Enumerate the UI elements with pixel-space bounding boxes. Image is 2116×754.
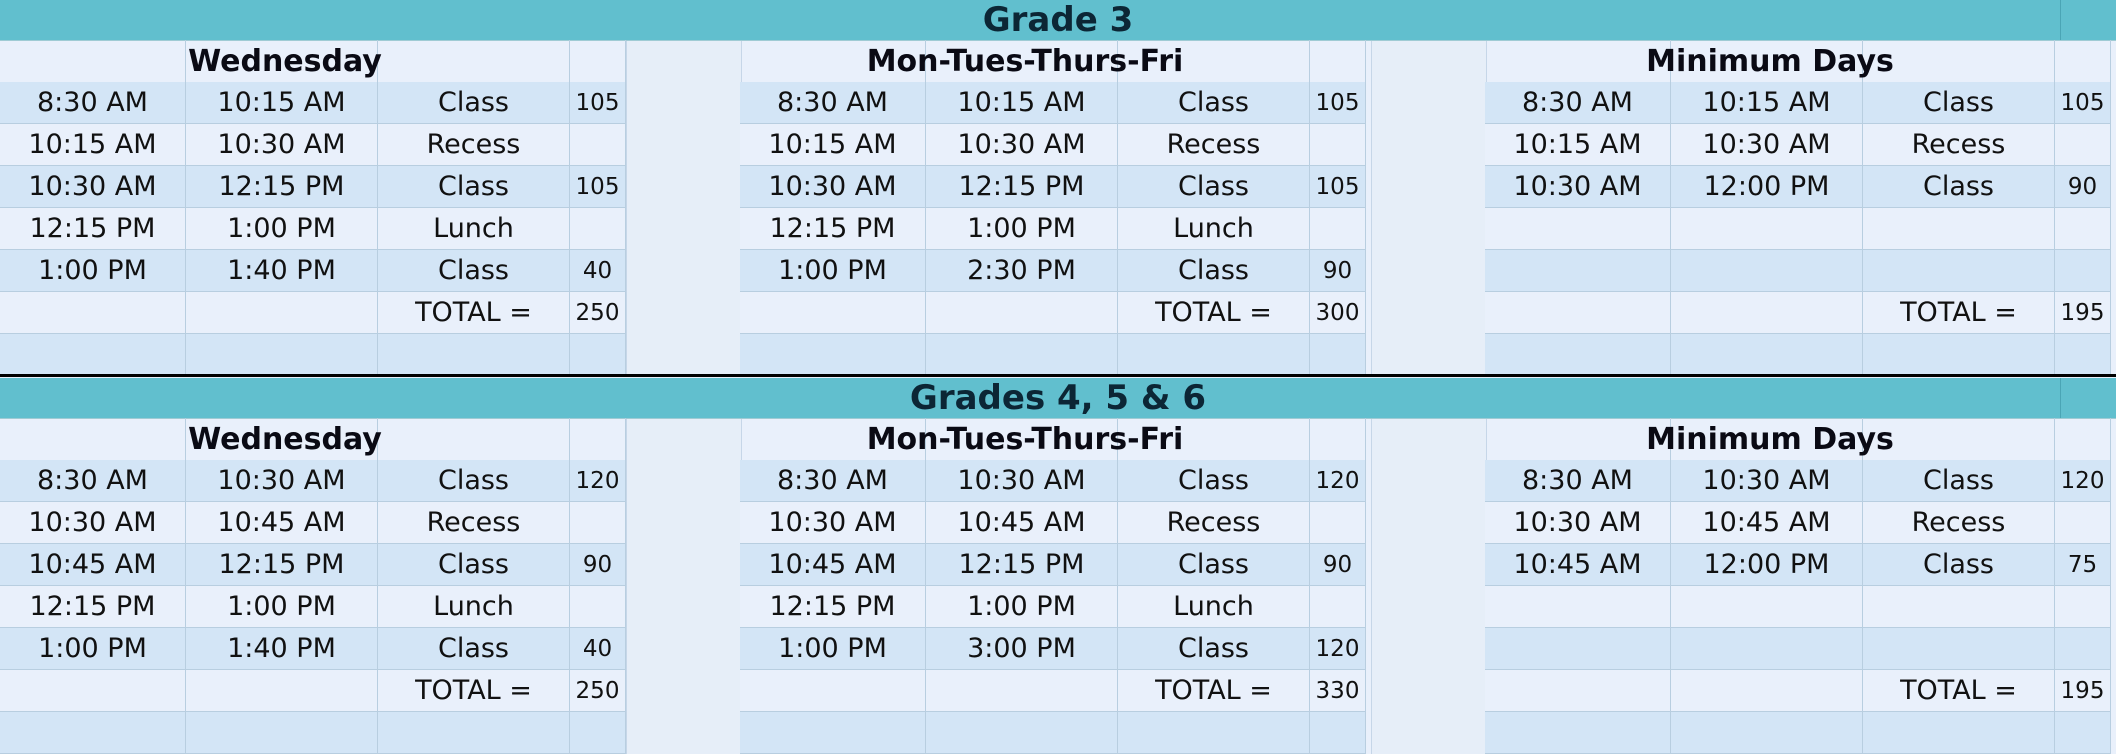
start-time-cell: 10:30 AM <box>740 166 926 208</box>
minutes-cell <box>1310 586 1366 628</box>
activity-cell <box>1863 250 2055 292</box>
band-divider <box>2060 0 2061 40</box>
grade-title-band <box>0 0 2116 41</box>
end-time-cell: 12:15 PM <box>186 544 378 586</box>
start-time-cell: 1:00 PM <box>0 628 186 670</box>
start-time-cell <box>1485 292 1671 334</box>
activity-cell <box>1863 208 2055 250</box>
grade-title: Grade 3 <box>982 0 1134 40</box>
activity-cell: Class <box>1118 460 1310 502</box>
start-time-cell: 10:45 AM <box>740 544 926 586</box>
schedule-section <box>0 378 2116 754</box>
end-time-cell: 12:00 PM <box>1671 544 1863 586</box>
start-time-cell: 10:30 AM <box>0 166 186 208</box>
minutes-cell: 105 <box>1310 82 1366 124</box>
activity-cell: Recess <box>1863 124 2055 166</box>
end-time-cell <box>1671 712 1863 754</box>
start-time-cell <box>1485 670 1671 712</box>
end-time-cell: 10:15 AM <box>186 82 378 124</box>
start-time-cell <box>1485 334 1671 376</box>
end-time-cell <box>186 712 378 754</box>
end-time-cell <box>1671 628 1863 670</box>
minutes-cell: 120 <box>570 460 626 502</box>
end-time-cell: 10:30 AM <box>1671 124 1863 166</box>
activity-cell <box>1863 712 2055 754</box>
end-time-cell <box>926 712 1118 754</box>
activity-cell: Class <box>378 250 570 292</box>
activity-cell: Class <box>378 82 570 124</box>
activity-cell: TOTAL = <box>1118 292 1310 334</box>
minutes-cell: 300 <box>1310 292 1366 334</box>
activity-cell: Recess <box>1863 502 2055 544</box>
minutes-cell <box>2055 208 2111 250</box>
start-time-cell: 8:30 AM <box>0 82 186 124</box>
end-time-cell <box>186 334 378 376</box>
start-time-cell: 10:30 AM <box>740 502 926 544</box>
activity-cell: Class <box>1118 82 1310 124</box>
end-time-cell: 10:45 AM <box>926 502 1118 544</box>
minutes-cell: 90 <box>1310 250 1366 292</box>
start-time-cell: 12:15 PM <box>740 586 926 628</box>
minutes-cell <box>2055 586 2111 628</box>
activity-cell: TOTAL = <box>378 292 570 334</box>
end-time-cell: 1:40 PM <box>186 250 378 292</box>
end-time-cell: 10:45 AM <box>1671 502 1863 544</box>
start-time-cell <box>0 670 186 712</box>
start-time-cell <box>740 670 926 712</box>
activity-cell <box>1118 712 1310 754</box>
minutes-cell <box>2055 250 2111 292</box>
activity-cell: TOTAL = <box>1863 670 2055 712</box>
start-time-cell <box>740 334 926 376</box>
minutes-cell: 250 <box>570 670 626 712</box>
start-time-cell <box>1485 628 1671 670</box>
minutes-cell: 330 <box>1310 670 1366 712</box>
minutes-cell <box>1310 124 1366 166</box>
end-time-cell: 10:15 AM <box>926 82 1118 124</box>
start-time-cell <box>1485 586 1671 628</box>
activity-cell <box>378 712 570 754</box>
start-time-cell: 10:15 AM <box>1485 124 1671 166</box>
start-time-cell: 1:00 PM <box>740 250 926 292</box>
header-cell <box>1310 40 1366 82</box>
schedule-block-title: Mon-Tues-Thurs-Fri <box>866 421 1184 457</box>
start-time-cell: 8:30 AM <box>1485 82 1671 124</box>
minutes-cell <box>570 124 626 166</box>
minutes-cell <box>570 208 626 250</box>
activity-cell <box>1118 334 1310 376</box>
spacer-column <box>626 40 742 376</box>
spacer-column <box>1371 418 1487 754</box>
end-time-cell: 12:15 PM <box>926 166 1118 208</box>
minutes-cell <box>570 586 626 628</box>
activity-cell <box>1863 586 2055 628</box>
activity-cell: Recess <box>1118 124 1310 166</box>
schedule-block-title: Minimum Days <box>1646 43 1894 79</box>
end-time-cell <box>1671 250 1863 292</box>
minutes-cell <box>2055 334 2111 376</box>
end-time-cell: 2:30 PM <box>926 250 1118 292</box>
minutes-cell: 250 <box>570 292 626 334</box>
activity-cell: Recess <box>378 124 570 166</box>
start-time-cell: 12:15 PM <box>0 586 186 628</box>
end-time-cell: 10:30 AM <box>186 124 378 166</box>
minutes-cell: 195 <box>2055 670 2111 712</box>
start-time-cell: 10:15 AM <box>740 124 926 166</box>
end-time-cell: 1:00 PM <box>186 208 378 250</box>
activity-cell: Lunch <box>1118 208 1310 250</box>
minutes-cell: 105 <box>570 166 626 208</box>
schedule-block-title: Minimum Days <box>1646 421 1894 457</box>
end-time-cell: 12:15 PM <box>186 166 378 208</box>
end-time-cell: 3:00 PM <box>926 628 1118 670</box>
section-separator <box>0 374 2116 377</box>
minutes-cell <box>570 334 626 376</box>
end-time-cell: 12:00 PM <box>1671 166 1863 208</box>
schedule-block-title: Wednesday <box>188 421 382 457</box>
header-cell <box>1310 418 1366 460</box>
header-cell <box>570 40 626 82</box>
header-cell <box>570 418 626 460</box>
minutes-cell: 105 <box>570 82 626 124</box>
minutes-cell: 90 <box>1310 544 1366 586</box>
activity-cell: Recess <box>1118 502 1310 544</box>
start-time-cell <box>0 292 186 334</box>
end-time-cell: 1:00 PM <box>186 586 378 628</box>
end-time-cell <box>1671 292 1863 334</box>
end-time-cell: 10:15 AM <box>1671 82 1863 124</box>
activity-cell: Class <box>378 544 570 586</box>
minutes-cell: 75 <box>2055 544 2111 586</box>
grade-title-band <box>0 378 2116 419</box>
activity-cell: Class <box>1863 544 2055 586</box>
minutes-cell: 105 <box>1310 166 1366 208</box>
start-time-cell: 12:15 PM <box>0 208 186 250</box>
minutes-cell: 105 <box>2055 82 2111 124</box>
start-time-cell: 12:15 PM <box>740 208 926 250</box>
end-time-cell <box>1671 208 1863 250</box>
end-time-cell: 1:00 PM <box>926 208 1118 250</box>
grade-title: Grades 4, 5 & 6 <box>909 378 1207 418</box>
start-time-cell: 10:30 AM <box>0 502 186 544</box>
minutes-cell <box>1310 502 1366 544</box>
start-time-cell <box>1485 712 1671 754</box>
activity-cell: Class <box>1118 166 1310 208</box>
activity-cell: TOTAL = <box>1863 292 2055 334</box>
activity-cell: Recess <box>378 502 570 544</box>
end-time-cell: 10:45 AM <box>186 502 378 544</box>
end-time-cell: 10:30 AM <box>1671 460 1863 502</box>
minutes-cell <box>570 712 626 754</box>
activity-cell: Lunch <box>378 208 570 250</box>
start-time-cell: 1:00 PM <box>0 250 186 292</box>
start-time-cell <box>1485 208 1671 250</box>
header-cell <box>2055 40 2111 82</box>
activity-cell: Class <box>1863 82 2055 124</box>
minutes-cell: 195 <box>2055 292 2111 334</box>
start-time-cell <box>0 712 186 754</box>
activity-cell: Class <box>378 628 570 670</box>
start-time-cell: 10:30 AM <box>1485 166 1671 208</box>
header-cell <box>2055 418 2111 460</box>
minutes-cell: 120 <box>1310 460 1366 502</box>
activity-cell <box>378 334 570 376</box>
end-time-cell <box>926 334 1118 376</box>
activity-cell: Class <box>1118 544 1310 586</box>
activity-cell: Lunch <box>1118 586 1310 628</box>
start-time-cell: 10:45 AM <box>0 544 186 586</box>
minutes-cell: 120 <box>1310 628 1366 670</box>
start-time-cell <box>0 334 186 376</box>
end-time-cell <box>186 670 378 712</box>
activity-cell: Lunch <box>378 586 570 628</box>
activity-cell <box>1863 628 2055 670</box>
end-time-cell <box>1671 334 1863 376</box>
start-time-cell: 8:30 AM <box>1485 460 1671 502</box>
start-time-cell <box>740 712 926 754</box>
minutes-cell <box>2055 712 2111 754</box>
end-time-cell <box>186 292 378 334</box>
activity-cell: TOTAL = <box>378 670 570 712</box>
schedule-block-title: Mon-Tues-Thurs-Fri <box>866 43 1184 79</box>
minutes-cell <box>2055 502 2111 544</box>
end-time-cell: 1:40 PM <box>186 628 378 670</box>
minutes-cell <box>1310 712 1366 754</box>
activity-cell: TOTAL = <box>1118 670 1310 712</box>
minutes-cell <box>1310 334 1366 376</box>
activity-cell: Class <box>1118 628 1310 670</box>
end-time-cell <box>1671 670 1863 712</box>
start-time-cell: 10:30 AM <box>1485 502 1671 544</box>
end-time-cell <box>926 292 1118 334</box>
activity-cell: Class <box>378 166 570 208</box>
minutes-cell: 40 <box>570 628 626 670</box>
minutes-cell: 90 <box>2055 166 2111 208</box>
activity-cell: Class <box>1863 166 2055 208</box>
start-time-cell: 10:45 AM <box>1485 544 1671 586</box>
schedule-section <box>0 0 2116 376</box>
spacer-column <box>626 418 742 754</box>
end-time-cell: 10:30 AM <box>926 124 1118 166</box>
activity-cell: Class <box>378 460 570 502</box>
start-time-cell <box>1485 250 1671 292</box>
end-time-cell <box>926 670 1118 712</box>
start-time-cell: 10:15 AM <box>0 124 186 166</box>
minutes-cell <box>1310 208 1366 250</box>
activity-cell <box>1863 334 2055 376</box>
activity-cell: Class <box>1863 460 2055 502</box>
minutes-cell: 120 <box>2055 460 2111 502</box>
minutes-cell <box>2055 124 2111 166</box>
start-time-cell: 1:00 PM <box>740 628 926 670</box>
start-time-cell: 8:30 AM <box>740 460 926 502</box>
end-time-cell <box>1671 586 1863 628</box>
minutes-cell <box>570 502 626 544</box>
start-time-cell <box>740 292 926 334</box>
schedule-block-title: Wednesday <box>188 43 382 79</box>
spacer-column <box>1371 40 1487 376</box>
band-divider <box>2060 378 2061 418</box>
end-time-cell: 12:15 PM <box>926 544 1118 586</box>
end-time-cell: 1:00 PM <box>926 586 1118 628</box>
activity-cell: Class <box>1118 250 1310 292</box>
minutes-cell: 90 <box>570 544 626 586</box>
minutes-cell <box>2055 628 2111 670</box>
minutes-cell: 40 <box>570 250 626 292</box>
start-time-cell: 8:30 AM <box>740 82 926 124</box>
end-time-cell: 10:30 AM <box>926 460 1118 502</box>
end-time-cell: 10:30 AM <box>186 460 378 502</box>
start-time-cell: 8:30 AM <box>0 460 186 502</box>
